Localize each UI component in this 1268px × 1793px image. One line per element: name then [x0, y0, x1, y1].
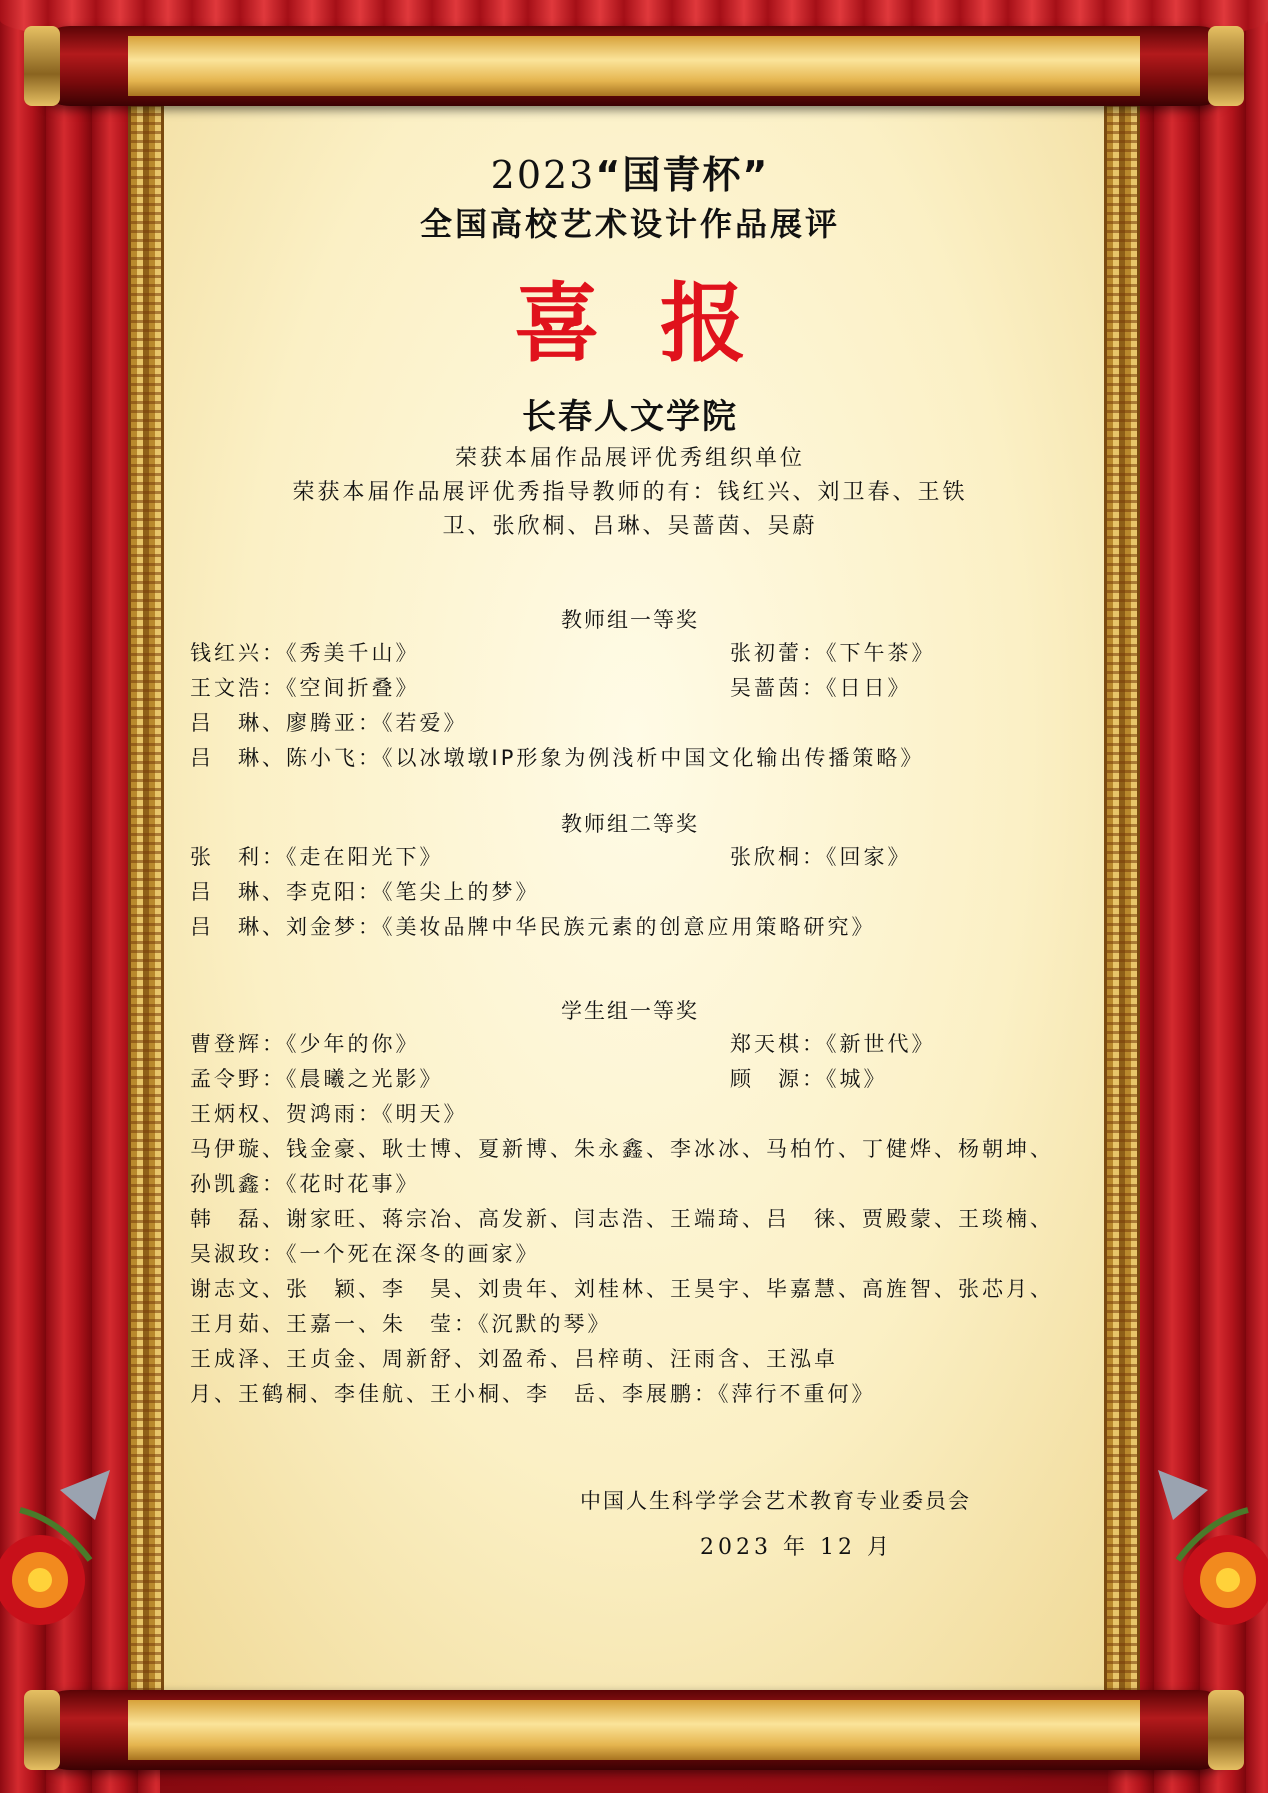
rod-cap-icon: [1208, 1690, 1244, 1770]
section-title-teacher-second: 教师组二等奖: [561, 812, 699, 836]
rod-cap-icon: [1208, 26, 1244, 106]
honor-teachers-line1: 荣获本届作品展评优秀指导教师的有：钱红兴、刘卫春、王铁: [292, 480, 968, 505]
award-entry: 曹登辉：《少年的你》: [190, 1032, 420, 1056]
banner-title: 喜报: [514, 273, 806, 374]
honor-teachers-line2: 卫、张欣桐、吕琳、吴蔷茵、吴蔚: [442, 514, 818, 539]
event-title-line1: [190, 150, 1070, 200]
announcement-content: [190, 150, 1070, 1560]
award-row: [190, 671, 1070, 706]
award-entry: 王文浩：《空间折叠》: [190, 676, 420, 700]
award-row: [190, 1062, 1070, 1097]
award-entry: 张初蕾：《下午茶》: [730, 641, 936, 665]
award-entry: 钱红兴：《秀美千山》: [190, 641, 420, 665]
award-entry: 郑天棋：《新世代》: [730, 1032, 936, 1056]
award-entry: 马伊璇、钱金豪、耿士博、夏新博、朱永鑫、李冰冰、马柏竹、丁健烨、杨朝坤、孙凯鑫：《花时花事》: [190, 1137, 1054, 1196]
award-entry: 张 利：《走在阳光下》: [190, 845, 444, 869]
award-entry: 吕 琳、刘金梦：《美妆品牌中华民族元素的创意应用策略研究》: [190, 915, 876, 939]
award-entry: 吕 琳、廖腾亚：《若爱》: [190, 711, 468, 735]
flower-decoration-icon: [1118, 1450, 1268, 1640]
award-entry: 吴蔷茵：《日日》: [730, 676, 912, 700]
section-title-teacher-first: 教师组一等奖: [561, 608, 699, 632]
issuer-org: 中国人生科学学会艺术教育专业委员会: [580, 1489, 971, 1513]
award-entry: 韩 磊、谢家旺、蒋宗冶、高发新、闫志浩、王端琦、吕 徕、贾殿蒙、王琰楠、吴淑玫：《一个死在深冬的画家》: [190, 1207, 1054, 1266]
award-entry-line2: 月、王鹤桐、李佳航、王小桐、李 岳、李展鹏：《萍行不重何》: [190, 1382, 876, 1406]
issue-date: 2023 年 12 月: [700, 1535, 893, 1560]
award-entry: 孟令野：《晨曦之光影》: [190, 1067, 444, 1091]
award-entry: 王炳权、贺鸿雨：《明天》: [190, 1102, 468, 1126]
award-entry-line1: 王成泽、王贞金、周新舒、刘盈希、吕梓萌、汪雨含、王泓卓: [190, 1347, 838, 1371]
award-row: [190, 840, 1070, 875]
award-row: [190, 636, 1070, 671]
flower-decoration-icon: [0, 1450, 150, 1640]
event-year: 2023: [490, 153, 596, 197]
event-title-line2: 全国高校艺术设计作品展评: [419, 205, 840, 243]
section-title-student-first: 学生组一等奖: [561, 999, 699, 1023]
rod-cap-icon: [24, 26, 60, 106]
honor-org: 荣获本届作品展评优秀组织单位: [454, 446, 805, 471]
paper-roll-bottom: [128, 1700, 1140, 1760]
award-entry: 顾 源：《城》: [730, 1067, 888, 1091]
award-entry: 吕 琳、陈小飞：《以冰墩墩IP形象为例浅析中国文化输出传播策略》: [190, 746, 925, 770]
event-cup: “国青杯”: [595, 153, 770, 197]
rod-cap-icon: [24, 1690, 60, 1770]
school-name: 长春人文学院: [522, 397, 738, 437]
paper-roll-top: [128, 36, 1140, 96]
award-entry: 吕 琳、李克阳：《笔尖上的梦》: [190, 880, 540, 904]
award-entry: 谢志文、张 颖、李 昊、刘贵年、刘桂林、王昊宇、毕嘉慧、高旌智、张芯月、王月茹、王嘉一、朱 莹：《沉默的琴》: [190, 1277, 1054, 1336]
award-entry: 张欣桐：《回家》: [730, 845, 912, 869]
award-row: [190, 1027, 1070, 1062]
